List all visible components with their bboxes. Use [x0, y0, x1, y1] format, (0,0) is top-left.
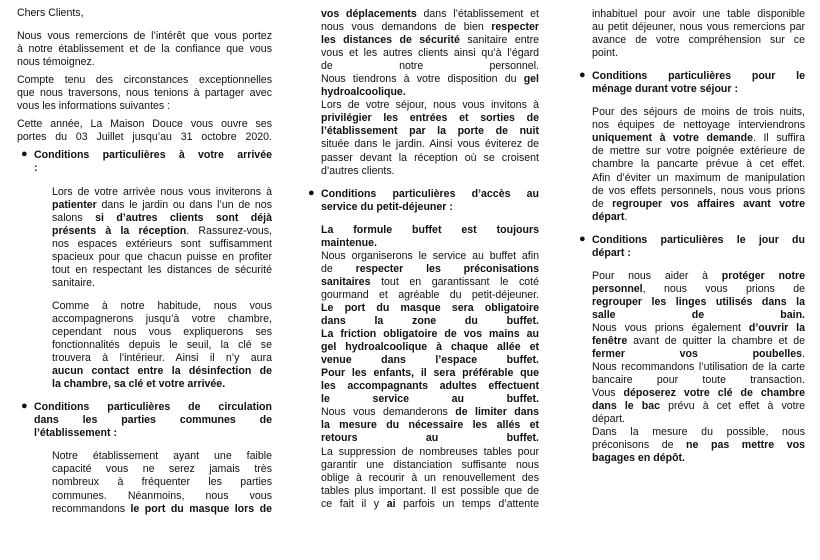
- text-segment: , nous vous prions de: [642, 282, 805, 295]
- text-segment: avant de quitter la chambre et de: [627, 335, 805, 348]
- text-line: au petit déjeuner, nous vous remercions par: [592, 21, 805, 34]
- bold-text: gel hydroalcoolique à chaque allée et: [321, 341, 539, 354]
- text-line: Nous recommandons l’utilisation de la carte: [592, 361, 805, 374]
- bold-text: hydroalcoolique.: [321, 86, 406, 99]
- bold-text: dans le bac: [592, 400, 661, 413]
- text-line: gourmand et agréable du petit-déjeuner.: [321, 288, 539, 301]
- text-segment: nous vous demandons de bien: [321, 21, 492, 34]
- section-housekeeping-body: [592, 106, 805, 223]
- section-circulation-continued: [321, 8, 539, 178]
- text-line: [321, 367, 539, 380]
- bold-text: personnel: [592, 282, 643, 295]
- text-segment: .: [624, 210, 628, 223]
- bullet-icon: ●: [21, 400, 28, 413]
- text-line: tout en respectant les distances de sécurité: [52, 263, 272, 276]
- bold-text: regrouper vos affaires avant votre: [612, 197, 805, 210]
- text-line: ménage durant votre séjour :: [592, 83, 738, 96]
- column-2: [308, 8, 539, 511]
- section-breakfast-title: [308, 186, 539, 214]
- text-line: Notre établissement ayant une faible: [52, 450, 272, 463]
- text-line: [321, 328, 539, 341]
- text-segment: de: [592, 197, 613, 210]
- text-segment: Nous vous prions également: [592, 321, 749, 334]
- bold-text: les distances de sécurité: [321, 34, 460, 47]
- text-line: [592, 132, 805, 145]
- bold-text: privilégier les entrées et sorties de: [321, 112, 539, 125]
- text-segment: .: [802, 348, 805, 361]
- bold-text: la chambre, sa clé et votre arrivée.: [52, 378, 226, 391]
- bold-text: le port du masque lors de: [130, 502, 272, 515]
- text-line: Dans la mesure du possible, nous: [592, 426, 805, 439]
- bold-text: présents à la réception: [52, 224, 187, 237]
- text-line: [321, 112, 539, 125]
- text-line: [321, 237, 539, 250]
- text-line: [321, 419, 539, 432]
- text-line: [321, 125, 539, 138]
- text-line: l’établissement :: [34, 427, 118, 440]
- text-segment: sanitaire entre: [459, 34, 539, 47]
- text-line: [321, 498, 539, 511]
- text-line: [321, 224, 539, 237]
- text-line: Conditions particulières d’accès au: [321, 187, 539, 200]
- text-line: [592, 335, 805, 348]
- text-line: [592, 309, 805, 322]
- text-line: [321, 380, 539, 393]
- text-line: [592, 348, 805, 361]
- text-line: Nous organiserons le service au buffet afin: [321, 249, 539, 262]
- text-line: Pour des séjours de moins de trois nuits,: [592, 106, 805, 119]
- text-segment: Pour nous aider à: [592, 269, 722, 282]
- bold-text: Le port du masque sera obligatoire: [321, 301, 539, 314]
- text-line: [592, 452, 805, 465]
- text-line: Cette année, La Maison Douce vous ouvre ses: [17, 118, 272, 131]
- bold-text: retours au buffet.: [321, 432, 539, 445]
- text-line: tables plus important. Il est possible que de: [321, 484, 539, 497]
- bold-text: ne pas mettre vos: [686, 439, 805, 452]
- text-line: nos espaces extérieurs sont suffisamment: [52, 237, 272, 250]
- text-line: [321, 354, 539, 367]
- text-segment: ce fait il y: [321, 497, 387, 510]
- text-line: [52, 199, 272, 212]
- paragraph-opening-dates: [17, 118, 272, 144]
- bold-text: respecter les préconisations: [355, 262, 539, 275]
- bold-text: fermer vos poubelles: [592, 348, 803, 361]
- text-line: chambre la pancarte prévue à cet effet.: [592, 158, 805, 171]
- text-line: [321, 34, 539, 47]
- text-line: d’autres clients.: [321, 164, 395, 177]
- bold-text: sanitaires: [321, 275, 371, 288]
- bold-text: salle de bain.: [592, 308, 805, 321]
- bold-text: les accompagnants adultes effectuent: [321, 380, 539, 393]
- text-line: Afin d’éviter un maximum de manipulation: [592, 171, 805, 184]
- text-line: avance de votre compréhension sur ce: [592, 34, 805, 47]
- text-line: de vos effets personnels, nous vous prions: [592, 184, 805, 197]
- paragraph-thanks: [17, 30, 272, 69]
- text-line: [321, 73, 539, 86]
- text-line: bancaire pour toute transaction.: [592, 374, 805, 387]
- bullet-icon: ●: [308, 186, 315, 199]
- bold-text: uniquement à votre demande: [592, 132, 753, 145]
- column-1: [17, 7, 272, 516]
- text-line: [52, 365, 272, 378]
- bold-text: maintenue.: [321, 236, 377, 249]
- bold-text: protéger notre: [721, 269, 805, 282]
- text-line: [592, 270, 805, 283]
- bold-text: vos déplacements: [321, 8, 417, 20]
- text-line: nous témoignez.: [17, 56, 95, 69]
- section-arrival-title: [21, 148, 272, 175]
- section-circulation-body: [52, 450, 272, 515]
- bold-text: regrouper les linges utilisés dans la: [592, 295, 805, 308]
- paragraph-context: [17, 74, 272, 113]
- text-line: [592, 283, 805, 296]
- text-line: située dans le jardin. Ainsi vous éviterez de: [321, 138, 539, 151]
- bullet-icon: ●: [579, 232, 586, 245]
- bold-text: départ: [592, 210, 625, 223]
- text-line: Conditions particulières pour le: [592, 70, 805, 83]
- text-line: [321, 341, 539, 354]
- text-line: [592, 296, 805, 309]
- text-segment: recommandons: [52, 502, 131, 515]
- section-departure-body: [592, 270, 805, 466]
- text-segment: dans l’établissement et: [416, 8, 539, 20]
- bold-text: fenêtre: [592, 335, 628, 348]
- text-segment: parfois un temps d’attente: [395, 497, 539, 510]
- text-line: nombreux à fréquenter les parties: [52, 476, 272, 489]
- text-line: de mettre sur votre poignée extérieure de: [592, 145, 805, 158]
- text-line: :: [34, 162, 38, 175]
- text-segment: . Rassurez-vous,: [186, 224, 272, 237]
- text-line: [321, 302, 539, 315]
- text-line: [321, 8, 539, 21]
- bold-text: aucun contact entre la désinfection de: [52, 365, 272, 378]
- greeting: Chers Clients,: [17, 7, 84, 19]
- text-line: Compte tenu des circonstances exceptionnelles: [17, 74, 272, 87]
- text-segment: Nous vous demanderons: [321, 406, 456, 419]
- bold-text: de limiter dans: [455, 406, 539, 419]
- text-segment: salons: [52, 211, 96, 224]
- text-line: départ :: [592, 246, 631, 259]
- column-3: [579, 8, 805, 466]
- bold-text: déposerez votre clé de chambre: [623, 387, 805, 400]
- text-line: [52, 503, 272, 516]
- bold-text: La formule buffet est toujours: [321, 223, 539, 236]
- text-segment: dans le jardin ou dans l’un de nos: [96, 198, 272, 211]
- bold-text: l’établissement par la porte de nuit: [321, 125, 539, 138]
- bold-text: La friction obligatoire de vos mains au: [321, 328, 539, 341]
- text-line: [592, 387, 805, 400]
- section-housekeeping-title: [579, 69, 805, 96]
- text-line: cependant nous vous expliquerons ses: [52, 325, 272, 338]
- section-departure-title: [579, 232, 805, 260]
- text-line: vous et les autres clients ainsi qu’à l’égard: [321, 47, 539, 60]
- text-line: [52, 212, 272, 225]
- text-line: dans les parties communes de: [34, 414, 272, 427]
- bold-text: gel: [523, 73, 539, 86]
- text-line: communes. Néanmoins, nous vous: [52, 489, 272, 502]
- text-line: Comme à notre habitude, nous vous: [52, 299, 272, 312]
- text-line: [592, 198, 805, 211]
- text-segment: Nous tiendrons à votre disposition du: [321, 73, 524, 86]
- bold-text: Pour les enfants, il sera préférable que: [321, 367, 539, 380]
- text-line: nos équipes de nettoyage interviendrons: [592, 119, 805, 132]
- text-line: point.: [592, 47, 618, 60]
- text-line: [52, 378, 272, 391]
- text-line: sanitaire.: [52, 276, 95, 289]
- section-arrival-body-2: [52, 300, 272, 391]
- text-segment: tout en garantissant le coté: [370, 275, 539, 288]
- text-line: [592, 439, 805, 452]
- bullet-icon: ●: [579, 69, 586, 82]
- text-segment: Vous: [592, 387, 624, 400]
- text-line: [592, 211, 805, 224]
- text-line: [592, 400, 805, 413]
- text-line: [321, 263, 539, 276]
- text-line: Conditions particulières à votre arrivée: [34, 149, 272, 162]
- bold-text: ai: [386, 497, 396, 510]
- bold-text: la mesure du nécessaire les allés et: [321, 419, 539, 432]
- section-breakfast-continued: [592, 8, 805, 60]
- text-line: spacieux pour que chacun puisse en profiter: [52, 250, 272, 263]
- section-circulation-title: [21, 400, 272, 440]
- bold-text: d’ouvrir la: [748, 321, 805, 334]
- text-line: service du petit-déjeuner :: [321, 200, 453, 213]
- text-line: Lors de votre arrivée nous vous inviterons à: [52, 185, 272, 198]
- text-line: à notre établissement et de la confiance que vous: [17, 43, 272, 56]
- text-line: [592, 322, 805, 335]
- text-line: [321, 21, 539, 34]
- bold-text: le service au buffet.: [321, 393, 539, 406]
- text-line: [321, 315, 539, 328]
- text-segment: prévu à cet effet à votre: [660, 400, 805, 413]
- text-line: oblige à recourir à un renouvellement des: [321, 471, 539, 484]
- text-line: Conditions particulières le jour du: [592, 233, 805, 246]
- text-line: que nous traversons, nous tenions à partager avec: [17, 87, 272, 100]
- text-line: capacité vous ne serez jamais très: [52, 463, 272, 476]
- text-line: garantir une distanciation suffisante nous: [321, 458, 539, 471]
- bold-text: patienter: [52, 198, 97, 211]
- text-line: [321, 432, 539, 445]
- text-line: [321, 276, 539, 289]
- text-line: [52, 225, 272, 238]
- text-line: départ.: [592, 413, 625, 426]
- section-arrival-body: [52, 186, 272, 290]
- text-line: portes du 03 Juillet jusqu’au 31 octobre 2020.: [17, 131, 272, 144]
- text-line: Conditions particulières de circulation: [34, 401, 272, 414]
- text-line: de notre personnel.: [321, 60, 539, 73]
- text-segment: préconisons de: [592, 439, 687, 452]
- bold-text: respecter: [491, 21, 539, 34]
- text-line: trouvera à l’intérieur. Ainsi il n’y aura: [52, 352, 272, 365]
- section-breakfast-body: [321, 224, 539, 511]
- text-line: [321, 393, 539, 406]
- text-line: passer devant la réception où se croisent: [321, 151, 539, 164]
- bullet-icon: ●: [21, 148, 28, 161]
- text-line: [321, 86, 539, 99]
- bold-text: bagages en dépôt.: [592, 452, 686, 465]
- text-line: vous les informations suivantes :: [17, 100, 171, 113]
- text-line: fonctionnalités depuis le seuil, la clé se: [52, 339, 272, 352]
- bold-text: si d’autres clients sont déjà: [95, 211, 272, 224]
- text-segment: de: [321, 262, 356, 275]
- text-line: [321, 406, 539, 419]
- text-line: accompagnerons jusqu’à votre chambre,: [52, 312, 272, 325]
- text-line: Lors de votre séjour, nous vous invitons à: [321, 99, 539, 112]
- text-line: Nous vous remercions de l’intérêt que vous portez: [17, 30, 272, 43]
- bold-text: venue dans l’espace buffet.: [321, 354, 539, 367]
- text-line: La suppression de nombreuses tables pour: [321, 445, 539, 458]
- text-segment: . Il suffira: [752, 132, 805, 145]
- text-line: inhabituel pour avoir une table disponible: [592, 8, 805, 20]
- bold-text: dans la zone du buffet.: [321, 315, 539, 328]
